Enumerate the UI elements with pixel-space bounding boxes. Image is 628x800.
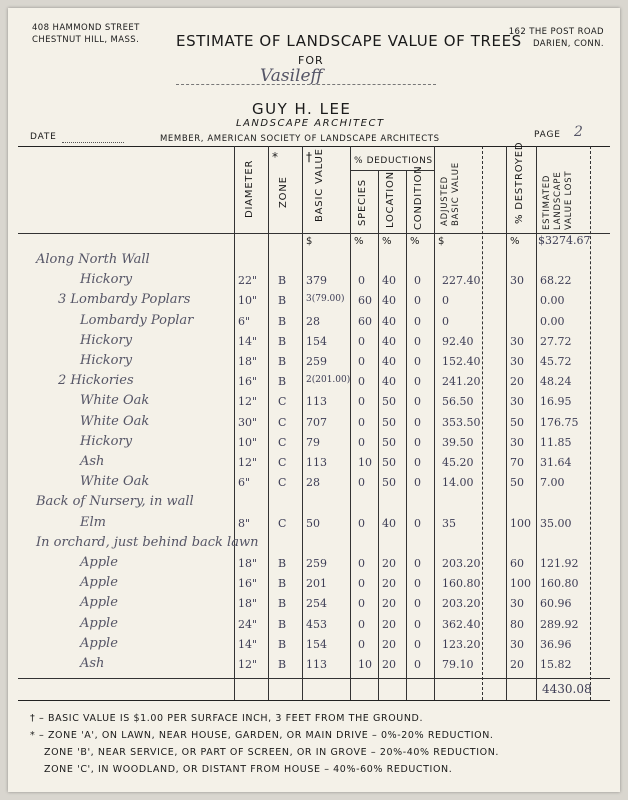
estimated-value: 0.00 bbox=[540, 314, 565, 328]
col-line-location bbox=[378, 170, 379, 700]
destroyed-pct: 80 bbox=[510, 617, 524, 631]
diameter: 10" bbox=[238, 294, 258, 308]
condition-pct: 0 bbox=[414, 334, 421, 348]
tree-description: Apple bbox=[80, 635, 118, 651]
basic-value: 707 bbox=[306, 415, 327, 429]
diameter: 12" bbox=[238, 456, 258, 469]
date-line bbox=[62, 142, 124, 143]
species-pct: 0 bbox=[358, 415, 365, 429]
estimated-value: 160.80 bbox=[540, 577, 579, 591]
diameter: 24" bbox=[238, 617, 258, 631]
adjusted-value: 39.50 bbox=[442, 435, 474, 449]
species-pct: 0 bbox=[358, 375, 365, 389]
location-pct: 20 bbox=[382, 658, 396, 671]
destroyed-pct: 30 bbox=[510, 334, 524, 348]
destroyed-pct: 70 bbox=[510, 456, 524, 469]
zone: B bbox=[278, 375, 287, 389]
col-condition: CONDITION bbox=[413, 165, 424, 230]
adjusted-value: 123.20 bbox=[442, 637, 481, 651]
condition-pct: 0 bbox=[414, 658, 421, 671]
condition-pct: 0 bbox=[414, 617, 421, 631]
tree-description: Hickory bbox=[80, 272, 133, 288]
tree-description: Ash bbox=[80, 656, 105, 671]
species-pct: 10 bbox=[358, 456, 372, 469]
for-label: FOR bbox=[298, 54, 324, 67]
footnote-text-3: ZONE 'B', NEAR SERVICE, OR PART OF SCREEN, OR IN GROVE – 20%-40% REDUCTION. bbox=[44, 747, 500, 758]
tree-description: 3 Lombardy Poplars bbox=[58, 292, 191, 308]
tree-description: White Oak bbox=[80, 474, 150, 490]
estimated-value: 45.72 bbox=[540, 355, 572, 368]
diameter: 12" bbox=[238, 395, 258, 409]
document-title: ESTIMATE OF LANDSCAPE VALUE OF TREES bbox=[176, 32, 522, 50]
col-line-species bbox=[350, 146, 351, 700]
destroyed-pct: 100 bbox=[510, 577, 531, 591]
tree-description: Hickory bbox=[80, 332, 133, 348]
destroyed-pct: 30 bbox=[510, 637, 524, 651]
total-value: 4430.08 bbox=[542, 682, 592, 696]
location-pct: 40 bbox=[382, 274, 396, 288]
footnote-text-1: – BASIC VALUE IS $1.00 PER SURFACE INCH, 3 FEET FROM THE GROUND. bbox=[38, 713, 424, 724]
profession: LANDSCAPE ARCHITECT bbox=[236, 118, 385, 129]
estimated-value: 121.92 bbox=[540, 557, 579, 570]
condition-pct: 0 bbox=[414, 435, 421, 449]
basic-value: 28 bbox=[306, 314, 320, 328]
col-line-condition bbox=[406, 170, 407, 700]
left-address-line-2: CHESTNUT HILL, MASS. bbox=[32, 35, 140, 45]
adjusted-value: 79.10 bbox=[442, 658, 474, 671]
destroyed-pct: 30 bbox=[510, 355, 524, 368]
species-pct: 0 bbox=[358, 516, 365, 530]
unit-basic: $ bbox=[306, 236, 313, 247]
adjusted-value: 56.50 bbox=[442, 395, 474, 409]
species-pct: 10 bbox=[358, 658, 372, 671]
estimated-value: 11.85 bbox=[540, 435, 572, 449]
right-address-line-2: DARIEN, CONN. bbox=[532, 39, 604, 49]
right-address-line-1: 162 THE POST ROAD bbox=[508, 27, 604, 37]
col-destroyed: % DESTROYED bbox=[514, 141, 525, 224]
estimated-value: 48.24 bbox=[540, 375, 572, 389]
diameter: 18" bbox=[238, 557, 258, 570]
estimated-value: 7.00 bbox=[540, 476, 565, 490]
condition-pct: 0 bbox=[414, 577, 421, 591]
basic-value: 3(79.00) bbox=[306, 294, 345, 305]
zone: B bbox=[278, 617, 287, 631]
location-pct: 40 bbox=[382, 516, 396, 530]
basic-value: 154 bbox=[306, 334, 327, 348]
adjusted-value: 227.40 bbox=[442, 274, 481, 288]
destroyed-pct: 30 bbox=[510, 597, 524, 611]
tree-description: Back of Nursery, in wall bbox=[36, 494, 194, 510]
condition-pct: 0 bbox=[414, 274, 421, 288]
condition-pct: 0 bbox=[414, 637, 421, 651]
diameter: 16" bbox=[238, 375, 258, 389]
species-pct: 0 bbox=[358, 334, 365, 348]
location-pct: 40 bbox=[382, 375, 396, 389]
destroyed-pct: 50 bbox=[510, 415, 524, 429]
tree-description: 2 Hickories bbox=[58, 373, 134, 389]
species-pct: 0 bbox=[358, 617, 365, 631]
tree-description: Hickory bbox=[80, 433, 133, 449]
location-pct: 20 bbox=[382, 637, 396, 651]
tree-description: Ash bbox=[80, 454, 105, 469]
col-basic-value: BASIC VALUE bbox=[314, 148, 325, 222]
diameter: 14" bbox=[238, 637, 258, 651]
species-pct: 60 bbox=[358, 314, 372, 328]
condition-pct: 0 bbox=[414, 294, 421, 308]
basic-value: 201 bbox=[306, 577, 327, 591]
adjusted-value: 353.50 bbox=[442, 415, 481, 429]
page-number: 2 bbox=[574, 124, 583, 140]
col-line-adjusted bbox=[434, 146, 435, 700]
zone: C bbox=[278, 415, 287, 429]
client-underline bbox=[176, 84, 436, 85]
species-pct: 0 bbox=[358, 355, 365, 368]
estimated-value: 27.72 bbox=[540, 334, 572, 348]
adjusted-value: 241.20 bbox=[442, 375, 481, 389]
estimated-value: 68.22 bbox=[540, 274, 572, 288]
basic-mark: † bbox=[306, 150, 312, 164]
destroyed-pct: 50 bbox=[510, 476, 524, 490]
tree-description: Apple bbox=[80, 555, 118, 570]
adjusted-value: 152.40 bbox=[442, 355, 481, 368]
adjusted-value: 92.40 bbox=[442, 334, 474, 348]
species-pct: 60 bbox=[358, 294, 372, 308]
destroyed-pct: 30 bbox=[510, 435, 524, 449]
footnote-mark-star: * bbox=[30, 730, 36, 741]
basic-value: 254 bbox=[306, 597, 327, 611]
basic-value: 113 bbox=[306, 658, 327, 671]
condition-pct: 0 bbox=[414, 516, 421, 530]
location-pct: 50 bbox=[382, 476, 396, 490]
col-species: SPECIES bbox=[357, 179, 368, 226]
tree-description: Apple bbox=[80, 615, 118, 631]
left-address-line-1: 408 HAMMOND STREET bbox=[32, 23, 140, 33]
tree-description: White Oak bbox=[80, 413, 150, 429]
diameter: 18" bbox=[238, 355, 258, 368]
location-pct: 50 bbox=[382, 456, 396, 469]
diameter: 12" bbox=[238, 658, 258, 671]
adjusted-value: 0 bbox=[442, 314, 449, 328]
unit-location: % bbox=[382, 236, 392, 247]
condition-pct: 0 bbox=[414, 597, 421, 611]
client-name: Vasileff bbox=[260, 66, 323, 86]
estimated-value: 176.75 bbox=[540, 415, 579, 429]
unit-adjusted: $ bbox=[438, 236, 445, 247]
diameter: 8" bbox=[238, 516, 251, 530]
carried-forward: $3274.67 bbox=[538, 234, 591, 247]
condition-pct: 0 bbox=[414, 456, 421, 469]
estimated-value: 31.64 bbox=[540, 456, 572, 469]
location-pct: 50 bbox=[382, 435, 396, 449]
adjusted-value: 35 bbox=[442, 516, 456, 530]
estimated-value: 35.00 bbox=[540, 516, 572, 530]
species-pct: 0 bbox=[358, 557, 365, 570]
diameter: 6" bbox=[238, 476, 251, 490]
estimated-value: 15.82 bbox=[540, 658, 572, 671]
footnote-mark-dagger: † bbox=[30, 713, 36, 724]
destroyed-pct: 20 bbox=[510, 658, 524, 671]
location-pct: 20 bbox=[382, 597, 396, 611]
species-pct: 0 bbox=[358, 476, 365, 490]
col-line-estimated bbox=[536, 146, 537, 700]
diameter: 6" bbox=[238, 314, 251, 328]
basic-value: 79 bbox=[306, 435, 320, 449]
adjusted-value: 14.00 bbox=[442, 476, 474, 490]
zone: B bbox=[278, 577, 287, 591]
footnote-text-2: – ZONE 'A', ON LAWN, NEAR HOUSE, GARDEN, OR MAIN DRIVE – 0%-20% REDUCTION. bbox=[38, 730, 494, 741]
unit-species: % bbox=[354, 236, 364, 247]
destroyed-pct: 100 bbox=[510, 516, 531, 530]
col-line-diameter bbox=[234, 146, 235, 700]
unit-condition: % bbox=[410, 236, 420, 247]
basic-value: 259 bbox=[306, 557, 327, 570]
col-estimated: ESTIMATED LANDSCAPE VALUE LOST bbox=[542, 170, 574, 230]
membership: MEMBER, AMERICAN SOCIETY OF LANDSCAPE ARCHITECTS bbox=[160, 134, 440, 144]
tree-description: Along North Wall bbox=[36, 252, 150, 267]
tree-description: Elm bbox=[80, 514, 106, 530]
tree-description: Apple bbox=[80, 575, 118, 591]
basic-value: 453 bbox=[306, 617, 327, 631]
zone: B bbox=[278, 658, 287, 671]
basic-value: 113 bbox=[306, 395, 327, 409]
zone: B bbox=[278, 274, 287, 288]
estimated-value: 0.00 bbox=[540, 294, 565, 308]
table-header-rule bbox=[18, 233, 610, 234]
adjusted-value: 203.20 bbox=[442, 557, 481, 570]
adjusted-value: 362.40 bbox=[442, 617, 481, 631]
adjusted-value: 160.80 bbox=[442, 577, 481, 591]
col-line-basic bbox=[302, 146, 303, 700]
adjusted-value: 203.20 bbox=[442, 597, 481, 611]
basic-value: 28 bbox=[306, 476, 320, 490]
zone: C bbox=[278, 435, 287, 449]
species-pct: 0 bbox=[358, 274, 365, 288]
species-pct: 0 bbox=[358, 597, 365, 611]
zone: B bbox=[278, 557, 287, 570]
unit-destroyed: % bbox=[510, 236, 520, 247]
zone: C bbox=[278, 456, 287, 469]
basic-value: 113 bbox=[306, 456, 327, 469]
page-label: PAGE bbox=[534, 130, 561, 140]
estimated-value: 16.95 bbox=[540, 395, 572, 409]
location-pct: 40 bbox=[382, 294, 396, 308]
basic-value: 50 bbox=[306, 516, 320, 530]
adjusted-value: 0 bbox=[442, 294, 449, 308]
estimated-value: 60.96 bbox=[540, 597, 572, 611]
date-label: DATE bbox=[30, 132, 57, 142]
location-pct: 50 bbox=[382, 395, 396, 409]
col-line-estimated-cents bbox=[590, 146, 591, 700]
architect-name: GUY H. LEE bbox=[252, 100, 352, 118]
table-bottom-rule bbox=[18, 678, 610, 679]
col-zone: ZONE bbox=[278, 176, 289, 208]
zone: C bbox=[278, 395, 287, 409]
footer-note-4 bbox=[30, 761, 499, 778]
col-adjusted: ADJUSTED BASIC VALUE bbox=[440, 162, 461, 226]
zone: B bbox=[278, 334, 287, 348]
destroyed-pct: 60 bbox=[510, 557, 524, 570]
diameter: 30" bbox=[238, 415, 258, 429]
zone: B bbox=[278, 355, 287, 368]
left-address bbox=[32, 22, 140, 46]
zone: B bbox=[278, 294, 287, 308]
basic-value: 259 bbox=[306, 355, 327, 368]
zone: B bbox=[278, 597, 287, 611]
diameter: 14" bbox=[238, 334, 258, 348]
location-pct: 20 bbox=[382, 617, 396, 631]
basic-value: 2(201.00) bbox=[306, 375, 351, 386]
condition-pct: 0 bbox=[414, 375, 421, 389]
col-diameter: DIAMETER bbox=[244, 159, 255, 218]
estimated-value: 289.92 bbox=[540, 617, 579, 631]
col-deductions: % DEDUCTIONS bbox=[354, 156, 433, 166]
tree-description: Apple bbox=[80, 595, 118, 611]
col-line-zone bbox=[268, 146, 269, 700]
estimated-value: 36.96 bbox=[540, 637, 572, 651]
footnote-text-4: ZONE 'C', IN WOODLAND, OR DISTANT FROM HOUSE – 40%-60% REDUCTION. bbox=[44, 764, 453, 775]
diameter: 10" bbox=[238, 435, 258, 449]
destroyed-pct: 20 bbox=[510, 375, 524, 389]
condition-pct: 0 bbox=[414, 476, 421, 490]
zone: C bbox=[278, 476, 287, 490]
condition-pct: 0 bbox=[414, 557, 421, 570]
basic-value: 379 bbox=[306, 274, 327, 288]
species-pct: 0 bbox=[358, 577, 365, 591]
condition-pct: 0 bbox=[414, 415, 421, 429]
tree-description: Lombardy Poplar bbox=[80, 312, 194, 328]
diameter: 16" bbox=[238, 577, 258, 591]
estimate-sheet bbox=[8, 8, 620, 792]
zone: C bbox=[278, 516, 287, 530]
tree-description: In orchard, just behind back lawn bbox=[36, 534, 259, 550]
col-location: LOCATION bbox=[385, 171, 396, 228]
location-pct: 50 bbox=[382, 415, 396, 429]
zone-mark: * bbox=[272, 150, 278, 164]
footer-rule bbox=[18, 700, 610, 701]
location-pct: 40 bbox=[382, 334, 396, 348]
location-pct: 40 bbox=[382, 355, 396, 368]
location-pct: 40 bbox=[382, 314, 396, 328]
condition-pct: 0 bbox=[414, 314, 421, 328]
species-pct: 0 bbox=[358, 637, 365, 651]
destroyed-pct: 30 bbox=[510, 395, 524, 409]
condition-pct: 0 bbox=[414, 355, 421, 368]
species-pct: 0 bbox=[358, 435, 365, 449]
location-pct: 20 bbox=[382, 577, 396, 591]
diameter: 22" bbox=[238, 274, 258, 288]
col-line-adjusted-cents bbox=[482, 146, 483, 700]
tree-description: Hickory bbox=[80, 353, 133, 368]
footer-note-3 bbox=[30, 744, 499, 761]
destroyed-pct: 30 bbox=[510, 274, 524, 288]
basic-value: 154 bbox=[306, 637, 327, 651]
zone: B bbox=[278, 314, 287, 328]
tree-description: White Oak bbox=[80, 393, 150, 409]
condition-pct: 0 bbox=[414, 395, 421, 409]
zone: B bbox=[278, 637, 287, 651]
adjusted-value: 45.20 bbox=[442, 456, 474, 469]
location-pct: 20 bbox=[382, 557, 396, 570]
footer-note-1 bbox=[30, 710, 499, 727]
col-line-destroyed bbox=[506, 146, 507, 700]
footer-notes bbox=[30, 710, 499, 778]
footer-note-2 bbox=[30, 727, 499, 744]
diameter: 18" bbox=[238, 597, 258, 611]
species-pct: 0 bbox=[358, 395, 365, 409]
